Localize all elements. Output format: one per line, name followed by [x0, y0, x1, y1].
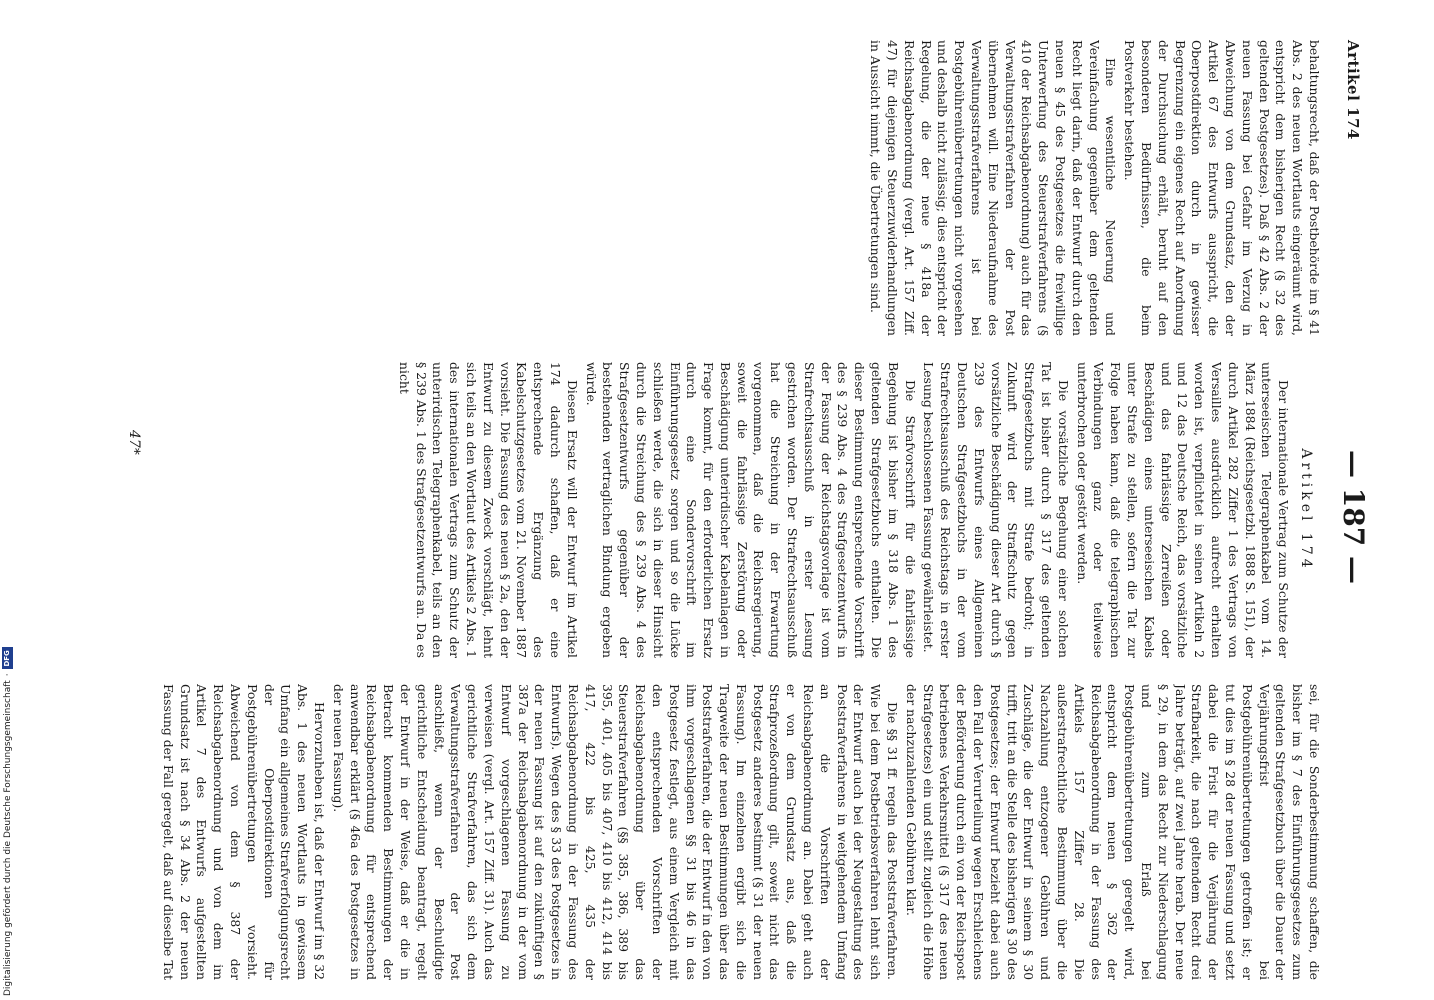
separator: · — [2, 673, 13, 677]
paragraph: sei, für die Sonderbestimmung schaffen, die bisher im § 7 des Einführungsgesetzes zum geltenden Strafgesetzbuch über die Dauer der Verjährungsfrist bei Postgebührenübertretungen getroffen ist; er tut dies im § 28 der neuen Fassung und setzt dabei die Frist für die Verjährung der Strafbarkeit, die nach geltendem Recht drei Jahre beträgt, auf zwei Jahre herab. Der neue § 29, in dem das Recht zur Niederschlagung und zum Erlaß bei Postgebührenübertretungen geregelt wird, entspricht dem neuen § 362 der Reichsabgabenordnung in der Fassung des Artikels 157 Ziffer 28. Die außerstrafrechtliche Bestimmung über die Nachzahlung entzogener Gebühren und Zuschläge, die der Entwurf in seinem § 30 trifft, tritt an die Stelle des bisherigen § 30 des Postgesetzes; der Entwurf bezieht dabei auch den Fall der Verurteilung wegen Erschleichens der Beförderung durch ein von der Reichspost betriebenes Verkehrsmittel (§ 317 des neuen Strafgesetzes) ein und stellt zugleich die Höhe der nachzuzahlenden Gebühren klar. — [903, 684, 1322, 980]
sheet-signature-mark: 47* — [126, 430, 142, 455]
paragraph: Diesen Ersatz will der Entwurf im Artikel 174 dadurch schaffen, daß er eine entsprechende Ergänzung des Kabelschutzgesetzes vom 21. November 1887 vorsieht. Die Fassung des neuen § 2a, den der Entwurf zu diesem Zweck vorschlägt, lehnt sich teils an den Wortlaut des Artikels 2 Abs. 1 des internationalen Vertrags zum Schutz der unterirdischen Telegraphenkabel, teils an den § 239 Abs. 1 des Strafgesetzentwurfs an. Da es nicht — [396, 362, 580, 658]
rotated-document-page — [120, 40, 1370, 980]
running-head — [1330, 40, 1370, 980]
article-label: Artikel 174 — [1344, 40, 1362, 140]
paragraph: Der internationale Vertrag zum Schutze der unterseeischen Telegraphenkabel vom 14. März 1884 (Reichsgesetzbl. 1888 S. 151), der durch Artikel 282 Ziffer 1 des Vertrags von Versailles ausdrücklich aufrecht erhalten worden ist, verpflichtet in seinen Artikeln 2 und 12 das Deutsche Reich, das vorsätzliche und das fahrlässige Zerreißen oder Beschädigen eines unterseeischen Kabels unter Strafe zu stellen, sofern die Tat zur Folge haben kann, daß die telegraphischen Verbindungen ganz oder teilweise unterbrochen oder gestört werden. — [1074, 362, 1292, 658]
text-columns — [160, 40, 1322, 980]
middle-column — [160, 362, 1322, 658]
paragraph: Eine wesentliche Neuerung und Vereinfachung gegenüber dem geltenden Recht liegt darin, daß der Entwurf durch den neuen § 45 des Postgesetzes die freiwillige Unterwerfung des Steuerstrafverfahrens (§ 410 der Reichsabgabenordnung) auch für das Verwaltungsstrafverfahren der Post übernehmen will. Eine Niederaufnahme des Verwaltungsstrafverfahrens ist bei Postgebührenübertretungen nicht vorgesehen und deshalb nicht zulässig; dies entspricht der Regelung, die der neue § 418a der Reichsabgabenordnung (vergl. Art. 157 Ziff. 47) für diejenigen Steuerzuwiderhandlungen in Aussicht nimmt, die Übertretungen sind. — [868, 40, 1119, 336]
paragraph: Die Strafvorschrift für die fahrlässige Begehung ist bisher im § 318 Abs. 1 des geltenden Strafgesetzbuchs enthalten. Die dieser Bestimmung entsprechende Vorschrift des § 239 Abs. 4 des Strafgesetzentwurfs in der Fassung der Reichstagsvorlage ist vom Strafrechtsausschuß in erster Lesung gestrichen worden. Der Strafrechtsausschuß hat die Streichung in der Erwartung vorgenommen, daß die Reichsregierung, soweit die fahrlässige Zerstörung oder Beschädigung unterirdischer Kabelanlagen in Frage kommt, für den erforderlichen Ersatz durch eine Sondervorschrift im Einführungsgesetz sorgen und so die Lücke schließen werde, die sich in dieser Hinsicht durch die Streichung des § 239 Abs. 4 des Strafgesetzentwurfs gegenüber der bestehenden vertraglichen Bindung ergeben würde. — [583, 362, 918, 658]
digitization-note: Digitalisierung gefördert durch die Deutsche Forschungsgemeinschaft — [2, 680, 13, 996]
paragraph: Die vorsätzliche Begehung einer solchen Tat ist bisher durch § 317 des geltenden Strafgesetzbuchs mit Strafe bedroht; in Zukunft wird der Straffschutz gegen vorsätzliche Beschädigung dieser Art durch § 239 des Entwurfs eines Allgemeinen Deutschen Strafgesetzbuchs in der vom Strafrechtsausschuß des Reichstags in erster Lesung beschlossenen Fassung gewährleistet. — [921, 362, 1071, 658]
article-heading: Artikel 174 — [1298, 448, 1314, 572]
digitization-footer — [2, 647, 13, 996]
left-column — [160, 40, 1322, 336]
dfg-logo-icon: DFG — [2, 647, 13, 669]
page-number: — 187 — — [1337, 450, 1370, 584]
right-column — [160, 684, 1322, 980]
paragraph: behaltungsrecht, daß der Postbehörde im § 41 Abs. 2 des neuen Wortlauts eingeräumt wird, entspricht dem bisherigen Recht (§ 32 des geltenden Postgesetzes). Daß § 42 Abs. 2 der neuen Fassung bei Gefahr im Verzug in Abweichung von dem Grundsatz, den der Artikel 67 des Entwurfs ausspricht, die Oberpostdirektion durch in gewisser Begrenzung ein eigenes Recht auf Anordnung der Durchsuchung erhält, beruht auf den besonderen Bedürfnissen, die beim Postverkehr bestehen. — [1122, 40, 1322, 336]
paragraph: Die §§ 31 ff. regeln das Poststrafverfahren. Wie bei dem Postbetriebsverfahren lehnt sich der Entwurf auch bei der Neugestaltung des Poststrafverfahrens in weitgehendem Umfang an die Vorschriften der Reichsabgabenordnung an. Dabei geht auch er von dem Grundsatz aus, daß die Strafprozeßordnung gilt, soweit nicht das Postgesetz anderes bestimmt (§ 31 der neuen Fassung). Im einzelnen ergibt sich die Tragweite der neuen Bestimmungen über das Poststrafverfahren, die der Entwurf in den von ihm vorgeschlagenen §§ 31 bis 46 in das Postgesetz festlegt, aus einem Vergleich mit den entsprechenden Vorschriften der Reichsabgabenordnung über das Steuerstrafverfahren (§§ 385, 386, 389 bis 395, 401, 405 bis 407, 410 bis 412, 414 bis 417, 422 bis 425, 435 der Reichsabgabenordnung in der Fassung des Entwurfs). Wegen des § 33 des Postgesetzes in der neuen Fassung ist auf den zukünftigen § 387a der Reichsabgabenordnung in der vom Entwurf vorgeschlagenen Fassung zu verweisen (vergl. Art. 157 Ziff. 31). Auch das gerichtliche Strafverfahren, das sich dem Verwaltungsstrafverfahren der Post anschließt, wenn der Beschuldigte gerichtliche Entscheidung beantragt, regelt der Entwurf in der Weise, daß er die in Betracht kommenden Bestimmungen der Reichsabgabenordnung für entsprechend anwendbar erklärt (§ 46a des Postgesetzes in der neuen Fassung). — [330, 684, 901, 980]
paragraph: Hervorzuheben ist, daß der Entwurf im § 32 Abs. 1 des neuen Wortlauts in gewissem Umfang ein allgemeines Strafverfolgungsrecht der Oberpostdirektionen für Postgebührenübertretungen vorsieht. Abweichend von dem § 387 der Reichsabgabenordnung und von dem im Artikel 7 des Entwurfs aufgestellten Grundsatz ist nach § 34 Abs. 2 der neuen Fassung der Fall geregelt, daß auf dieselbe Tat — [160, 684, 327, 980]
